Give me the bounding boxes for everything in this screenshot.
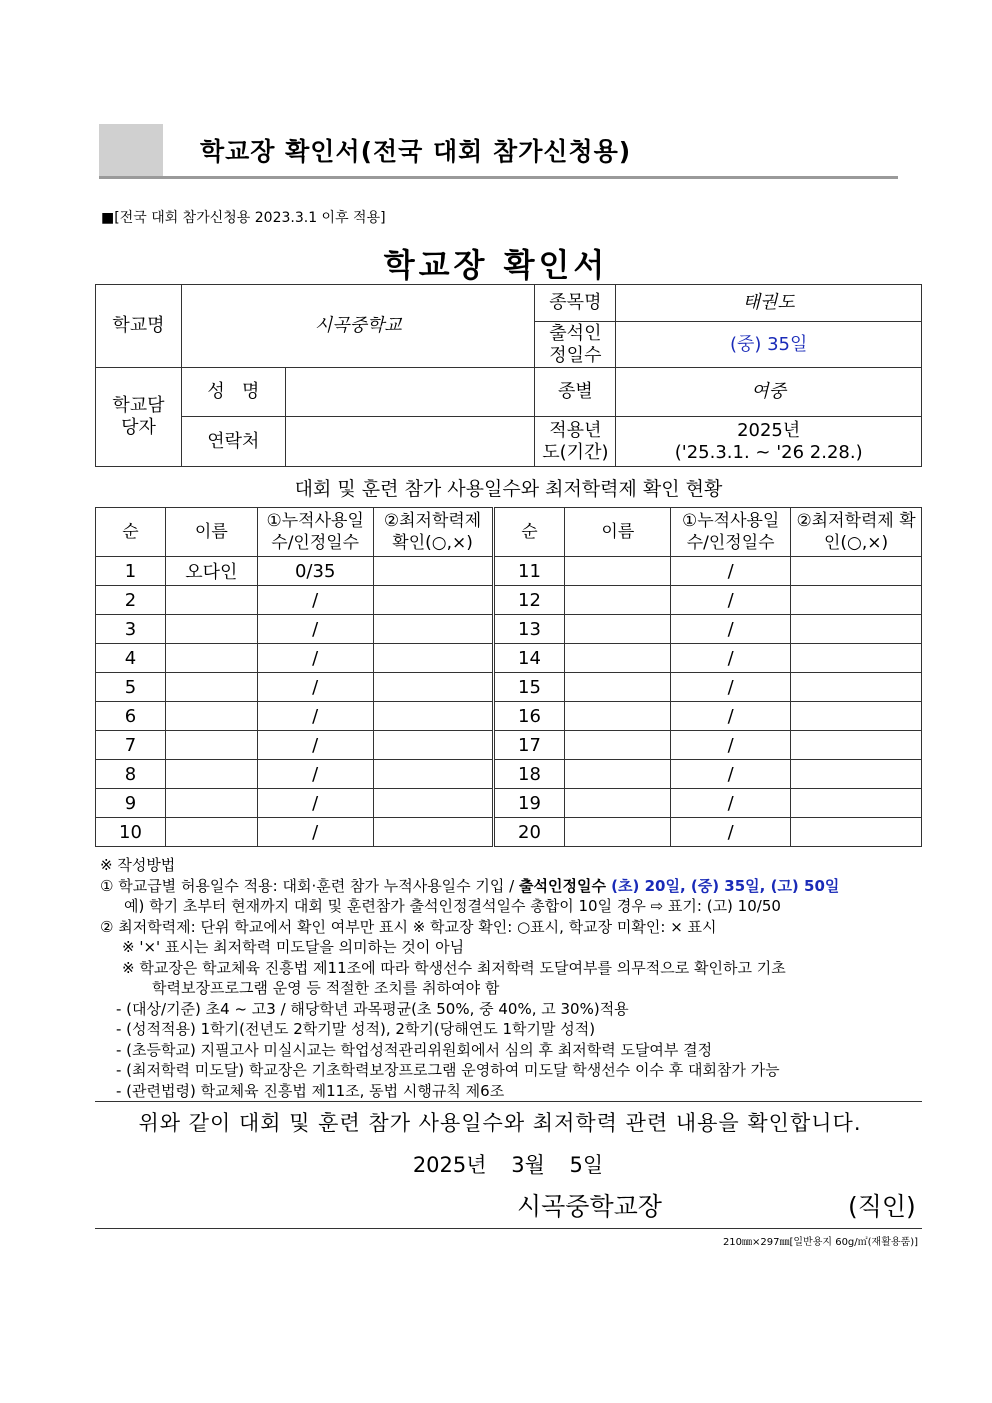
cell-days: / [671, 702, 791, 731]
cell-name [565, 702, 671, 731]
cell-no: 2 [96, 586, 166, 615]
cell-name [165, 702, 257, 731]
cell-name [565, 731, 671, 760]
col-name: 이름 [165, 508, 257, 557]
cell-days: / [257, 731, 373, 760]
school-label: 학교명 [96, 285, 182, 368]
guide-sub-1: - (대상/기준) 초4 ~ 고3 / 해당학년 과목평균(초 50%, 중 40%, 고 30%)적용 [116, 999, 629, 1018]
cell-days: / [671, 644, 791, 673]
confirm-date: 2025년 3월 5일 [412, 1153, 604, 1177]
cell-no: 6 [96, 702, 166, 731]
cell-check [791, 615, 922, 644]
guide-sub-4: - (최저학력 미도달) 학교장은 기초학력보장프로그램 운영하여 미도달 학생선수 이수 후 대회참가 가능 [116, 1061, 780, 1079]
table-row [96, 731, 922, 760]
contact-label: 연락처 [181, 417, 285, 467]
year-label: 적용년도(기간) [535, 417, 616, 467]
attend-value: (중) 35일 [616, 322, 922, 368]
cell-days: / [257, 644, 373, 673]
guide-heading: ※ 작성방법 [100, 856, 176, 874]
sport-label: 종목명 [535, 285, 616, 322]
cell-days: / [671, 731, 791, 760]
table-row [96, 644, 922, 673]
cell-no: 4 [96, 644, 166, 673]
cell-check [373, 586, 493, 615]
cell-name [565, 557, 671, 586]
cell-name [565, 644, 671, 673]
cell-check [791, 557, 922, 586]
official-seal-label: (직인) [848, 1192, 916, 1221]
cell-no: 7 [96, 731, 166, 760]
cell-days: / [257, 702, 373, 731]
cell-no: 10 [96, 818, 166, 847]
cell-check [791, 702, 922, 731]
cell-days: / [257, 818, 373, 847]
cell-days: / [257, 789, 373, 818]
guide-note-1: ※ '×' 표시는 최저학력 미도달을 의미하는 것이 아님 [122, 938, 465, 956]
cell-check [373, 557, 493, 586]
cell-no: 3 [96, 615, 166, 644]
sport-value: 태권도 [616, 285, 922, 322]
year-cell [616, 417, 922, 467]
col-days: ①누적사용일수/인정일수 [671, 508, 791, 557]
cell-days: / [671, 615, 791, 644]
cell-name: 오다인 [165, 557, 257, 586]
guide-item-1-days: (초) 20일, (중) 35일, (고) 50일 [611, 876, 840, 895]
table-row [96, 760, 922, 789]
col-no: 순 [493, 508, 565, 557]
writing-guide [100, 855, 930, 1101]
cell-days: / [257, 760, 373, 789]
cell-check [373, 789, 493, 818]
cell-no: 11 [493, 557, 565, 586]
cell-name [165, 615, 257, 644]
cell-days: / [257, 673, 373, 702]
guide-note-2: ※ 학교장은 학교체육 진흥법 제11조에 따라 학생선수 최저학력 도달여부를 의무적으로 확인하고 기초 [122, 958, 786, 977]
notes-divider [95, 1101, 922, 1102]
cell-no: 20 [493, 818, 565, 847]
cell-name [165, 644, 257, 673]
cell-name [565, 615, 671, 644]
cell-name [165, 731, 257, 760]
header-gray-box [99, 124, 163, 177]
year-value: 2025년 [737, 419, 801, 441]
cell-no: 1 [96, 557, 166, 586]
cell-name [565, 760, 671, 789]
document-title: 학교장 확인서 [383, 246, 609, 284]
school-name: 시곡중학교 [181, 285, 535, 368]
header-divider [99, 176, 898, 179]
guide-sub-5: - (관련법령) 학교체육 진흥법 제11조, 동법 시행규칙 제6조 [116, 1081, 505, 1100]
cell-check [373, 673, 493, 702]
cell-no: 17 [493, 731, 565, 760]
table-row [96, 789, 922, 818]
cell-name [165, 586, 257, 615]
cell-name [565, 586, 671, 615]
cell-no: 15 [493, 673, 565, 702]
cell-check [373, 731, 493, 760]
table-row [96, 615, 922, 644]
cell-check [373, 644, 493, 673]
table-row [96, 702, 922, 731]
cell-no: 19 [493, 789, 565, 818]
status-table [95, 507, 922, 847]
contact-value [285, 417, 535, 467]
cell-name [565, 818, 671, 847]
guide-item-1-label: 출석인정일수 [519, 876, 612, 895]
guide-sub-3: - (초등학교) 지필고사 미실시교는 학업성적관리위원회에서 심의 후 최저학력 도달여부 결정 [116, 1040, 713, 1059]
cell-days: / [257, 615, 373, 644]
cell-days: / [671, 673, 791, 702]
confirm-statement: 위와 같이 대회 및 훈련 참가 사용일수와 최저학력 관련 내용을 확인합니다. [138, 1111, 862, 1135]
category-label: 종별 [535, 368, 616, 417]
guide-item-2: ② 최저학력제: 단위 학교에서 확인 여부만 표시 ※ 학교장 확인: ○표시, 학교장 미확인: × 표시 [100, 917, 717, 936]
cell-check [373, 615, 493, 644]
cell-no: 8 [96, 760, 166, 789]
table-row [96, 586, 922, 615]
cell-days: / [671, 586, 791, 615]
table-row [96, 557, 922, 586]
cell-no: 12 [493, 586, 565, 615]
table-row [96, 818, 922, 847]
cell-check [373, 818, 493, 847]
cell-name [565, 789, 671, 818]
footer-divider [95, 1228, 922, 1229]
cell-check [373, 702, 493, 731]
cell-no: 14 [493, 644, 565, 673]
status-rows [96, 557, 922, 847]
col-check: ②최저학력제 확인(○,×) [791, 508, 922, 557]
col-no: 순 [96, 508, 166, 557]
cell-days: / [671, 789, 791, 818]
cell-days: / [671, 818, 791, 847]
cell-check [791, 731, 922, 760]
form-note: ■[전국 대회 참가신청용 2023.3.1 이후 적용] [101, 210, 386, 226]
guide-sub-2: - (성적적용) 1학기(전년도 2학기말 성적), 2학기(당해연도 1학기말 성적) [116, 1020, 596, 1038]
cell-check [791, 818, 922, 847]
cell-name [165, 760, 257, 789]
principal-name: 시곡중학교장 [517, 1192, 662, 1221]
cell-check [373, 760, 493, 789]
guide-note-2-cont: 학력보장프로그램 운영 등 적절한 조치를 취하여야 함 [152, 979, 500, 997]
attend-label: 출석인정일수 [535, 322, 616, 368]
cell-name [565, 673, 671, 702]
guide-item-1-example: 예) 학기 초부터 현재까지 대회 및 훈련참가 출석인정결석일수 총합이 10일 경우 ⇨ 표기: (고) 10/50 [124, 897, 781, 915]
info-table [95, 284, 922, 467]
cell-days: / [257, 586, 373, 615]
paper-spec: 210㎜×297㎜[일반용지 60g/㎡(재활용품)] [722, 1237, 918, 1248]
cell-name [165, 673, 257, 702]
col-name: 이름 [565, 508, 671, 557]
cell-check [791, 789, 922, 818]
guide-item-1 [100, 876, 930, 897]
cell-days: / [671, 557, 791, 586]
cell-check [791, 760, 922, 789]
name-label: 성 명 [181, 368, 285, 417]
cell-name [165, 818, 257, 847]
cell-days: / [671, 760, 791, 789]
manager-label: 학교담당자 [96, 368, 182, 467]
cell-name [165, 789, 257, 818]
cell-check [791, 673, 922, 702]
name-value [285, 368, 535, 417]
cell-no: 13 [493, 615, 565, 644]
status-title: 대회 및 훈련 참가 사용일수와 최저학력제 확인 현황 [294, 478, 723, 500]
cell-days: 0/35 [257, 557, 373, 586]
cell-no: 5 [96, 673, 166, 702]
col-check: ②최저학력제 확인(○,×) [373, 508, 493, 557]
cell-check [791, 644, 922, 673]
guide-item-1-text: ① 학교급별 허용일수 적용: 대회·훈련 참가 누적사용일수 기입 / [100, 876, 519, 895]
category-value: 여중 [616, 368, 922, 417]
cell-check [791, 586, 922, 615]
year-period: ('25.3.1. ~ '26 2.28.) [674, 441, 863, 463]
col-days: ①누적사용일수/인정일수 [257, 508, 373, 557]
header-title: 학교장 확인서(전국 대회 참가신청용) [200, 137, 632, 166]
table-row [96, 673, 922, 702]
cell-no: 18 [493, 760, 565, 789]
cell-no: 16 [493, 702, 565, 731]
cell-no: 9 [96, 789, 166, 818]
